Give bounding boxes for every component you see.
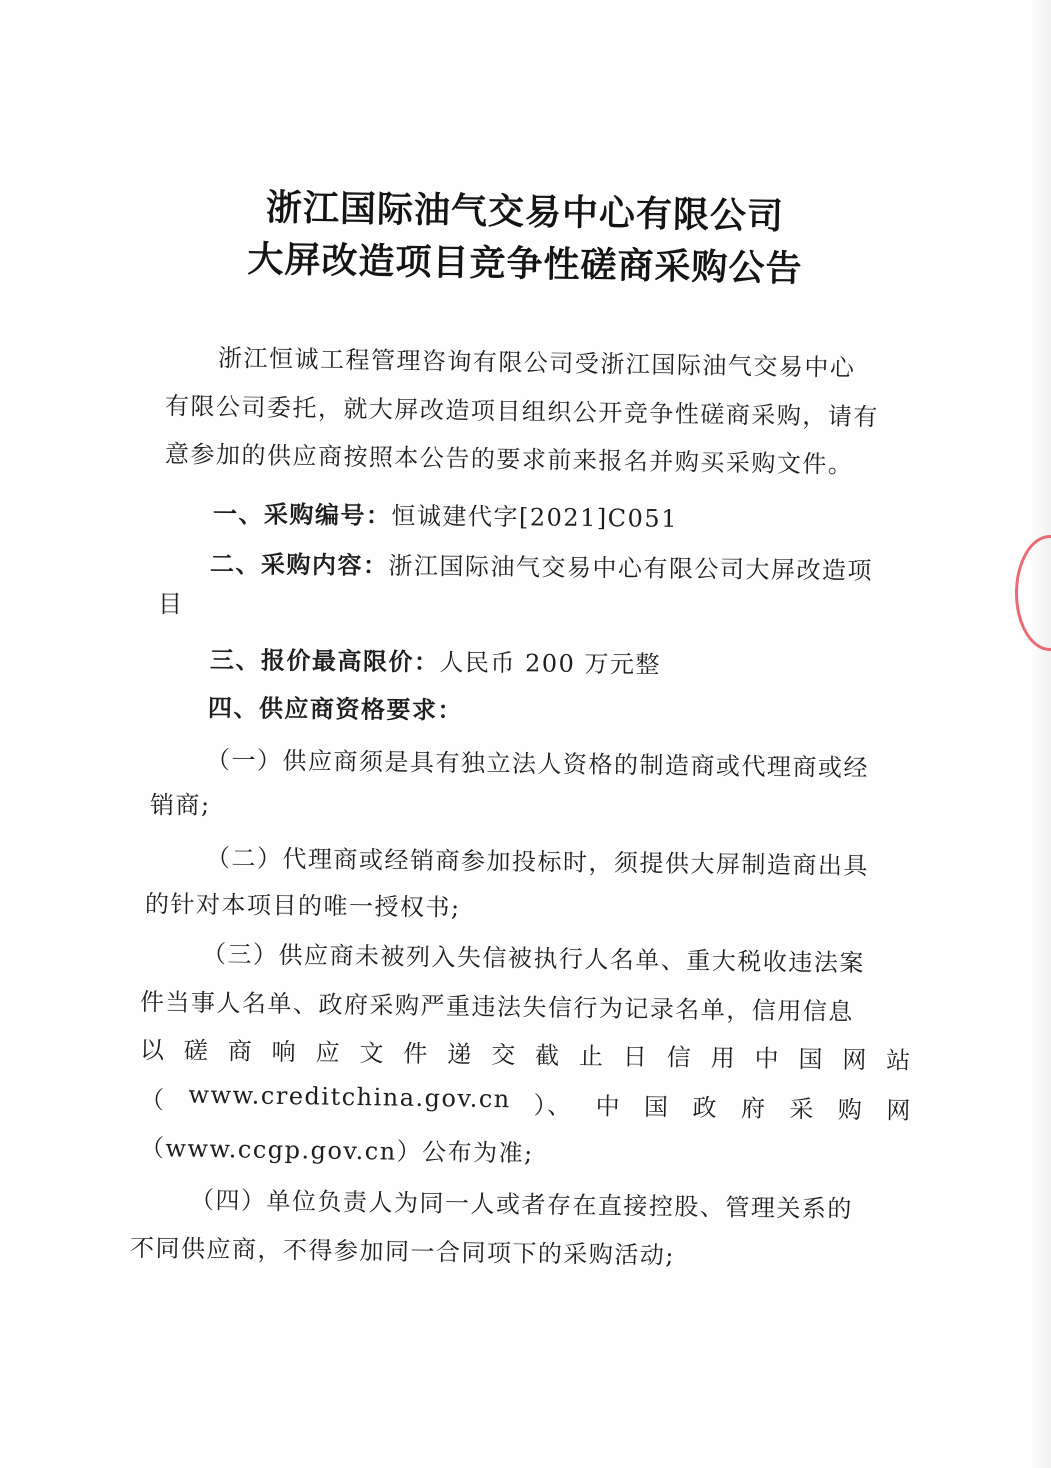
requirement-3-line-3 bbox=[140, 1030, 912, 1076]
char: 日 bbox=[622, 1042, 649, 1072]
char: 商 bbox=[227, 1037, 254, 1066]
char: 网 bbox=[842, 1045, 869, 1075]
url-creditchina: www.creditchina.gov.cn bbox=[188, 1080, 511, 1114]
section-2-label: 二、采购内容： bbox=[209, 550, 389, 580]
section-2-continued: 目 bbox=[158, 590, 184, 618]
requirement-4-line-2: 不同供应商，不得参加同一合同项下的采购活动; bbox=[129, 1234, 676, 1270]
char: 件 bbox=[403, 1039, 430, 1069]
char: 购 bbox=[837, 1095, 864, 1125]
char: 网 bbox=[886, 1096, 913, 1125]
char: 递 bbox=[447, 1040, 473, 1069]
char: 府 bbox=[740, 1094, 767, 1123]
char: 应 bbox=[315, 1038, 342, 1067]
char: 交 bbox=[490, 1040, 517, 1070]
char: 国 bbox=[798, 1045, 825, 1074]
section-3-value: 人民币 200 万元整 bbox=[439, 648, 662, 679]
section-1-label: 一、采购编号： bbox=[212, 500, 392, 530]
requirement-3-line-1: （三）供应商未被列入失信被执行人名单、重大税收违法案 bbox=[201, 940, 866, 978]
intro-line-1: 浙江恒诚工程管理咨询有限公司受浙江国际油气交易中心 bbox=[217, 344, 856, 383]
section-3-label: 三、报价最高限价： bbox=[209, 646, 440, 677]
char: 国 bbox=[643, 1093, 670, 1122]
requirement-1-line-1: （一）供应商须是具有独立法人资格的制造商或代理商或经 bbox=[205, 746, 870, 783]
paren: （ bbox=[139, 1086, 166, 1115]
paren: ）、 bbox=[533, 1091, 573, 1121]
requirement-3-line-5: （www.ccgp.gov.cn）公布为准; bbox=[139, 1134, 534, 1168]
char: 中 bbox=[754, 1044, 781, 1073]
intro-line-3: 意参加的供应商按照本公告的要求前来报名并购买采购文件。 bbox=[164, 440, 854, 479]
title-line-1: 浙江国际油气交易中心有限公司 bbox=[265, 187, 785, 238]
char: 用 bbox=[710, 1043, 737, 1073]
section-1 bbox=[213, 494, 678, 534]
char: 采 bbox=[789, 1095, 816, 1124]
requirement-2-line-1: （二）代理商或经销商参加投标时，须提供大屏制造商出具 bbox=[205, 844, 870, 881]
char: 站 bbox=[886, 1046, 912, 1075]
title-line-2: 大屏改造项目竞争性磋商采购公告 bbox=[247, 239, 803, 290]
char: 止 bbox=[578, 1042, 605, 1071]
requirement-4-line-1: （四）单位负责人为同一人或者存在直接控股、管理关系的 bbox=[189, 1186, 854, 1224]
requirement-1-line-2: 销商; bbox=[150, 791, 211, 819]
char: 政 bbox=[692, 1093, 719, 1123]
intro-line-2: 有限公司委托，就大屏改造项目组织公开竞争性磋商采购，请有 bbox=[164, 392, 880, 432]
section-1-value: 恒诚建代字[2021]C051 bbox=[391, 501, 679, 533]
requirement-2-line-2: 的针对本项目的唯一授权书; bbox=[144, 890, 461, 922]
char: 截 bbox=[534, 1041, 561, 1070]
char: 信 bbox=[666, 1043, 693, 1072]
section-4-label: 四、供应商资格要求： bbox=[207, 694, 464, 725]
requirement-3-line-2: 件当事人名单、政府采购严重违法失信行为记录名单，信用信息 bbox=[139, 988, 855, 1026]
char: 中 bbox=[595, 1092, 622, 1121]
char: 响 bbox=[271, 1037, 298, 1067]
section-3 bbox=[210, 640, 661, 680]
requirement-3-line-4 bbox=[140, 1080, 912, 1126]
char: 文 bbox=[359, 1039, 386, 1068]
char: 磋 bbox=[183, 1036, 210, 1065]
section-2 bbox=[210, 544, 873, 586]
section-2-value: 浙江国际油气交易中心有限公司大屏改造项 bbox=[388, 551, 874, 585]
char: 以 bbox=[139, 1036, 166, 1065]
